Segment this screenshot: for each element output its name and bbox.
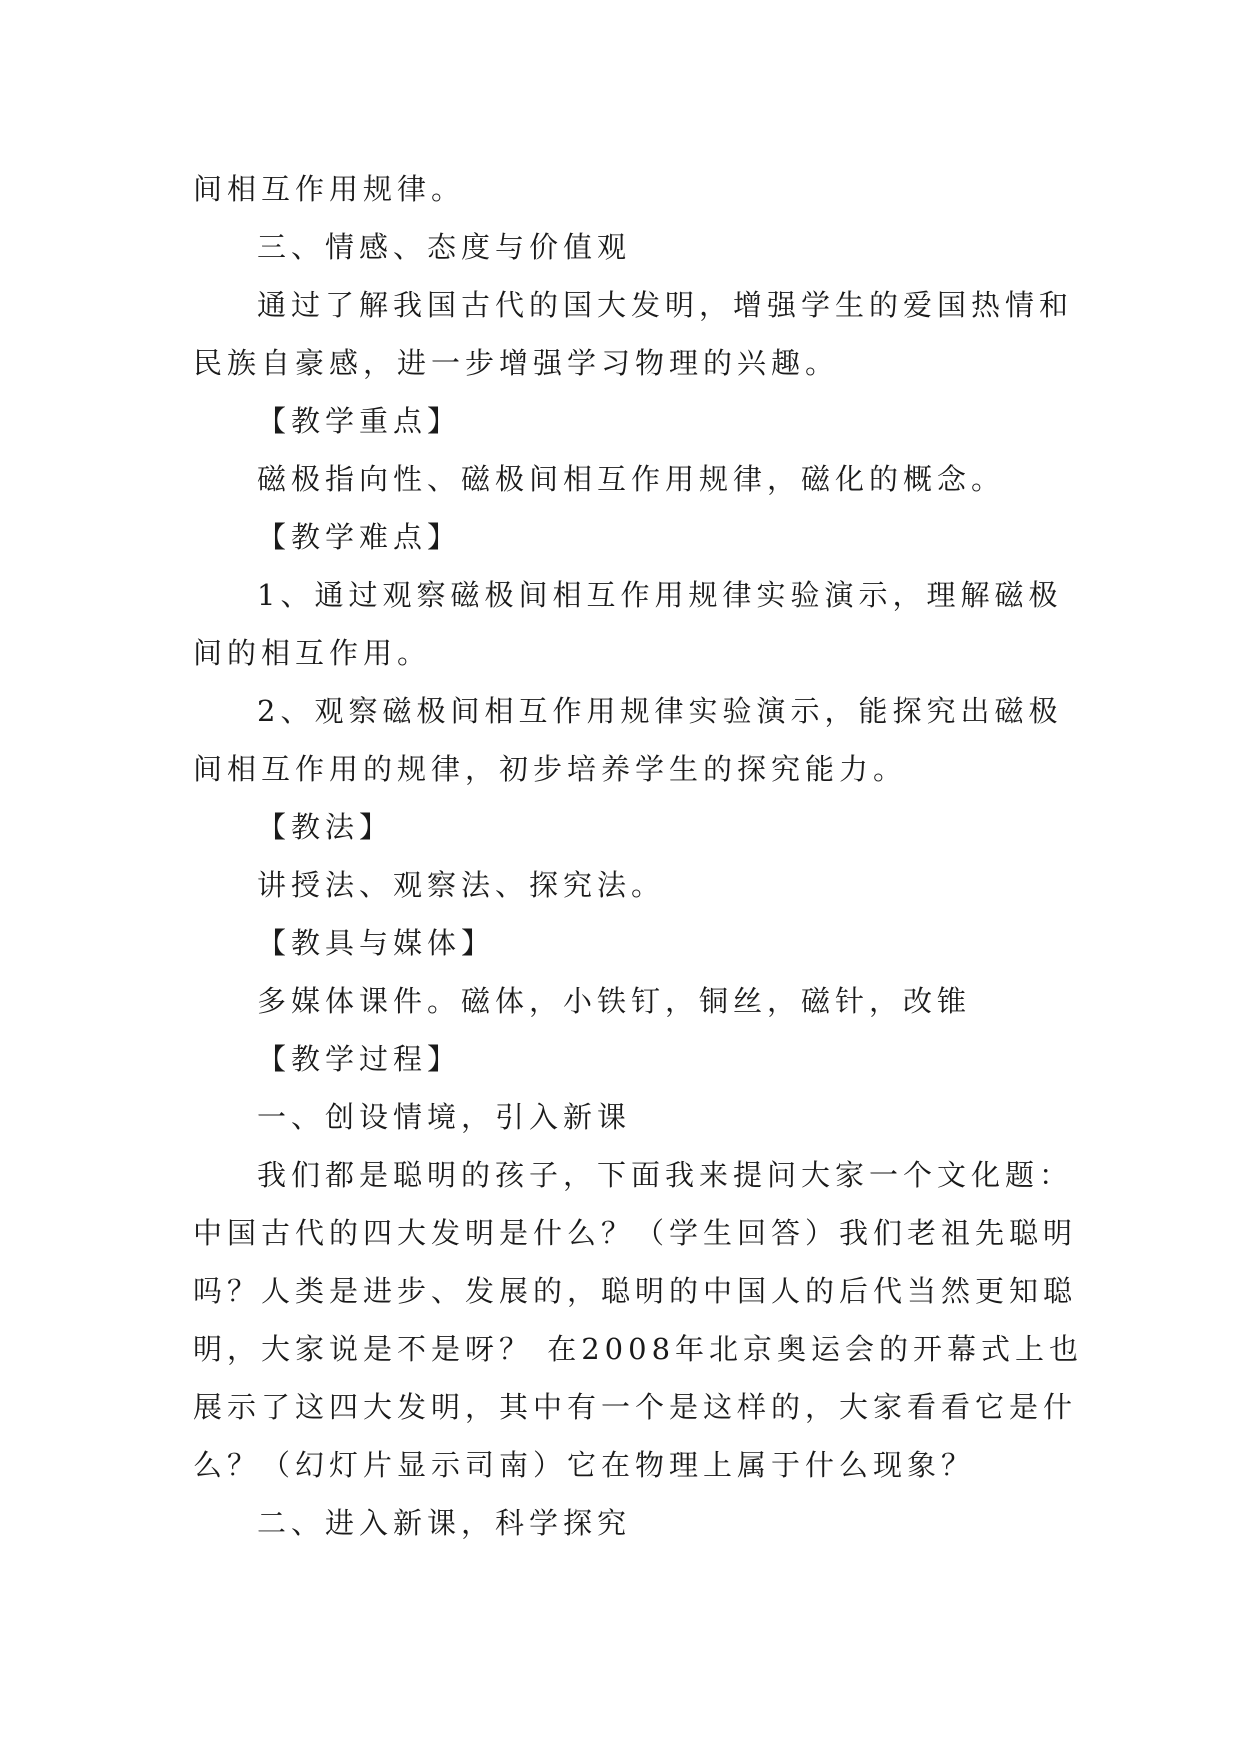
text-line: 明，大家说是不是呀？ 在2008年北京奥运会的开幕式上也 bbox=[193, 1332, 1084, 1366]
text-line: 通过了解我国古代的国大发明，增强学生的爱国热情和 bbox=[257, 288, 1074, 322]
text-line: 【教法】 bbox=[257, 810, 394, 844]
text-line: 间相互作用的规律，初步培养学生的探究能力。 bbox=[193, 752, 908, 786]
text-line: 磁极指向性、磁极间相互作用规律，磁化的概念。 bbox=[257, 462, 1006, 496]
document-body bbox=[193, 160, 1084, 1552]
text-line: 1、通过观察磁极间相互作用规律实验演示，理解磁极 bbox=[257, 578, 1063, 612]
text-line: 中国古代的四大发明是什么？（学生回答）我们老祖先聪明 bbox=[193, 1216, 1078, 1250]
text-line: 间的相互作用。 bbox=[193, 636, 432, 670]
text-line: 【教学过程】 bbox=[257, 1042, 462, 1076]
text-line: 【教学重点】 bbox=[257, 404, 462, 438]
text-line: 【教具与媒体】 bbox=[257, 926, 496, 960]
text-line: 三、情感、态度与价值观 bbox=[257, 230, 632, 264]
text-line: 民族自豪感，进一步增强学习物理的兴趣。 bbox=[193, 346, 840, 380]
text-line: 讲授法、观察法、探究法。 bbox=[257, 868, 666, 902]
text-line: 间相互作用规律。 bbox=[193, 172, 466, 206]
text-line: 一、创设情境，引入新课 bbox=[257, 1100, 632, 1134]
text-line: 我们都是聪明的孩子，下面我来提问大家一个文化题： bbox=[257, 1158, 1074, 1192]
text-line: 么？（幻灯片显示司南）它在物理上属于什么现象？ bbox=[193, 1448, 976, 1482]
text-line: 2、观察磁极间相互作用规律实验演示，能探究出磁极 bbox=[257, 694, 1063, 728]
text-line: 吗？人类是进步、发展的，聪明的中国人的后代当然更知聪 bbox=[193, 1274, 1078, 1308]
text-line: 二、进入新课，科学探究 bbox=[257, 1506, 632, 1540]
text-line: 【教学难点】 bbox=[257, 520, 462, 554]
text-line: 展示了这四大发明，其中有一个是这样的，大家看看它是什 bbox=[193, 1390, 1078, 1424]
text-line: 多媒体课件。磁体，小铁钉，铜丝，磁针，改锥 bbox=[257, 984, 972, 1018]
